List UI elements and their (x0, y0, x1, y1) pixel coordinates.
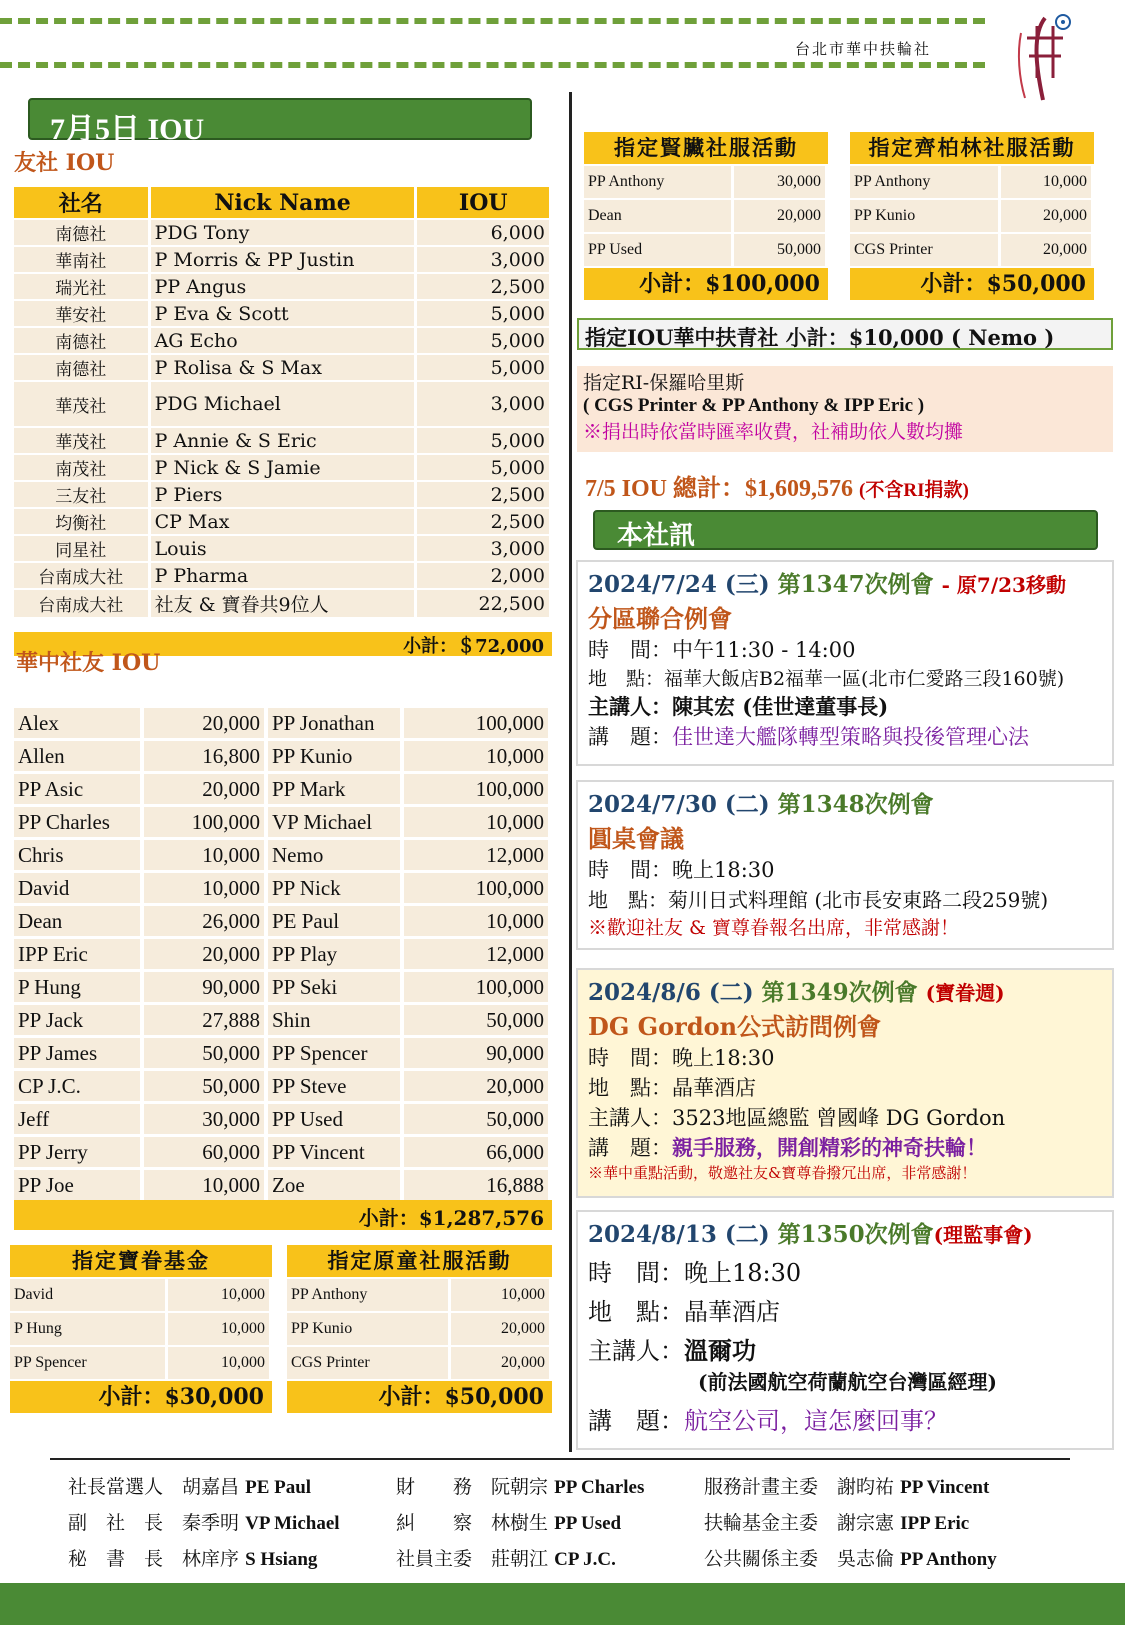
member-amount: 12,000 (404, 840, 552, 870)
list-item (584, 166, 828, 198)
mom-fund-box (10, 1245, 272, 1413)
member-name: PP Asic (14, 774, 144, 804)
table-row (14, 1137, 552, 1167)
event-note: ※歡迎社友 & 寶尊眷報名出席，非常感謝！ (588, 917, 959, 939)
table-row (14, 274, 552, 299)
member-name: PP Kunio (268, 741, 404, 771)
qibolin-box (850, 132, 1094, 300)
officer-row (68, 1472, 1098, 1508)
member-amount: 100,000 (404, 972, 552, 1002)
member-name: Alex (14, 708, 144, 738)
table-row (14, 455, 552, 480)
topic-label: 講 題： (588, 1407, 684, 1435)
list-item (287, 1279, 552, 1311)
member-name: PP Steve (268, 1071, 404, 1101)
member-amount: 50,000 (144, 1071, 268, 1101)
officer-title: 財 務 (396, 1476, 473, 1498)
club-name: 華安社 (14, 301, 151, 326)
officer-entry (704, 1544, 997, 1571)
ri-title: 指定RI-保羅哈里斯 (583, 372, 745, 394)
event-place: 地 點：福華大飯店B2福華一區(北市仁愛路三段160號) (588, 668, 1065, 690)
officers-divider (50, 1458, 1070, 1460)
list-item (10, 1347, 272, 1379)
officer-title: 社員主委 (396, 1548, 473, 1570)
iou-amount: 2,500 (417, 482, 552, 507)
col-header-iou: IOU (417, 187, 552, 218)
member-amount: 20,000 (144, 774, 268, 804)
event-time: 時 間：晚上18:30 (588, 1259, 802, 1287)
member-amount: 10,000 (404, 906, 552, 936)
header-dash-top (0, 18, 985, 24)
member-amount: 20,000 (144, 939, 268, 969)
officers-list (68, 1472, 1098, 1580)
event-header (588, 1216, 1102, 1249)
iou-amount: 5,000 (417, 355, 552, 380)
donor-name: CGS Printer (850, 234, 1001, 266)
iou-grand-total (585, 468, 969, 503)
iou-amount: 5,000 (417, 301, 552, 326)
officer-name: 林庠序 (182, 1548, 240, 1570)
club-name: 瑞光社 (14, 274, 151, 299)
mom-fund-title: 指定寶眷基金 (10, 1245, 272, 1277)
event-topic (588, 1401, 1102, 1436)
event-1349 (576, 968, 1114, 1198)
event-note: ※華中重點活動，敬邀社友&寶尊眷撥冗出席，非常感謝！ (588, 1164, 977, 1182)
iou-amount: 3,000 (417, 382, 552, 426)
event-number: 第1350次例會 (777, 1221, 934, 1248)
donor-name: CGS Printer (287, 1347, 451, 1379)
iou-amount: 3,000 (417, 536, 552, 561)
member-name: Shin (268, 1005, 404, 1035)
event-time: 時 間：晚上18:30 (588, 858, 775, 882)
officer-title: 服務計畫主委 (704, 1476, 819, 1498)
interact-club-iou: 指定IOU華中扶青社 小計：$10,000 ( Nemo ) (577, 318, 1113, 350)
donor-amount: 10,000 (168, 1279, 272, 1311)
yuantong-subtotal: 小計：$50,000 (287, 1381, 552, 1413)
table-row (14, 1104, 552, 1134)
member-name: Jeff (14, 1104, 144, 1134)
member-name: PP Seki (268, 972, 404, 1002)
event-time: 時 間：晚上18:30 (588, 1046, 775, 1070)
xianzang-title: 指定賢臟社服活動 (584, 132, 828, 164)
event-header (588, 786, 1102, 819)
nick-name: AG Echo (151, 328, 418, 353)
club-name: 台南成大社 (14, 563, 151, 588)
member-name: PE Paul (268, 906, 404, 936)
table-row (14, 873, 552, 903)
donor-name: PP Used (584, 234, 734, 266)
table-row (14, 590, 552, 617)
event-header (588, 566, 1102, 599)
member-amount: 100,000 (144, 807, 268, 837)
member-amount: 16,800 (144, 741, 268, 771)
nick-name: 社友 & 寶眷共9位人 (151, 590, 418, 617)
event-tag: (理監事會) (933, 1223, 1033, 1247)
event-subtitle: 分區聯合例會 (588, 604, 732, 633)
col-header-club: 社名 (14, 187, 151, 218)
officer-english: PP Charles (554, 1477, 645, 1498)
event-date: 2024/8/13 (二) (588, 1221, 770, 1248)
club-news-title: 本社訊 (593, 510, 1098, 550)
member-amount: 30,000 (144, 1104, 268, 1134)
officer-title: 糾 察 (396, 1512, 473, 1534)
member-iou-title: 華中社友 IOU (16, 650, 161, 676)
table-row (14, 906, 552, 936)
topic-text: 佳世達大艦隊轉型策略與投後管理心法 (672, 725, 1029, 749)
donor-amount: 50,000 (734, 234, 828, 266)
table-row (14, 972, 552, 1002)
event-tag: (寶眷週) (925, 981, 1005, 1005)
ri-note: ※捐出時依當時匯率收費，社補助依人數均攤 (583, 421, 964, 443)
event-date: 2024/7/24 (三) (588, 571, 770, 598)
donor-name: Dean (584, 200, 734, 232)
donor-amount: 10,000 (168, 1313, 272, 1345)
officer-english: PP Vincent (900, 1477, 990, 1498)
table-row (14, 428, 552, 453)
member-amount: 12,000 (404, 939, 552, 969)
member-name: PP Play (268, 939, 404, 969)
officer-entry (68, 1544, 317, 1571)
table-row (14, 741, 552, 771)
header-dash-bottom (0, 62, 985, 68)
member-name: David (14, 873, 144, 903)
officer-title: 副 社 長 (68, 1512, 164, 1534)
member-amount: 60,000 (144, 1137, 268, 1167)
member-amount: 66,000 (404, 1137, 552, 1167)
member-name: PP Jonathan (268, 708, 404, 738)
speaker-note: (前法國航空荷蘭航空台灣區經理) (698, 1370, 997, 1394)
event-topic (588, 721, 1102, 751)
member-name: PP Jack (14, 1005, 144, 1035)
mom-fund-subtotal: 小計：$30,000 (10, 1381, 272, 1413)
iou-amount: 5,000 (417, 328, 552, 353)
table-row (14, 807, 552, 837)
officer-english: PE Paul (245, 1477, 312, 1498)
table-row (14, 563, 552, 588)
friend-iou-table (14, 185, 552, 619)
xianzang-subtotal: 小計：$100,000 (584, 268, 828, 300)
member-amount: 100,000 (404, 873, 552, 903)
table-row (14, 1071, 552, 1101)
list-item (850, 234, 1094, 266)
nick-name: P Piers (151, 482, 418, 507)
nick-name: PDG Michael (151, 382, 418, 426)
member-amount: 90,000 (404, 1038, 552, 1068)
table-row (14, 1038, 552, 1068)
event-1350 (576, 1210, 1114, 1450)
nick-name: CP Max (151, 509, 418, 534)
event-topic (588, 1132, 1102, 1162)
officer-english: PP Anthony (900, 1549, 997, 1570)
table-row (14, 840, 552, 870)
club-name: 華茂社 (14, 382, 151, 426)
member-name: PP Jerry (14, 1137, 144, 1167)
iou-amount: 3,000 (417, 247, 552, 272)
event-place: 地 點：菊川日式料理館 (北市長安東路二段259號) (588, 888, 1049, 912)
topic-text: 親手服務，開創精彩的神奇扶輪！ (672, 1135, 987, 1160)
donor-amount: 20,000 (1001, 200, 1094, 232)
nick-name: Louis (151, 536, 418, 561)
col-header-nickname: Nick Name (151, 187, 418, 218)
table-row (14, 509, 552, 534)
table-row (14, 1005, 552, 1035)
grand-total-note: (不含RI捐款) (859, 480, 969, 501)
event-1348 (576, 780, 1114, 950)
org-name: 台北市華中扶輪社 (795, 40, 932, 58)
officer-english: CP J.C. (554, 1549, 616, 1570)
table-row (14, 939, 552, 969)
member-amount: 20,000 (144, 708, 268, 738)
member-name: PP Nick (268, 873, 404, 903)
page-title: 7月5日 IOU (28, 98, 532, 140)
nick-name: P Nick & S Jamie (151, 455, 418, 480)
member-name: PP Spencer (268, 1038, 404, 1068)
list-item (10, 1313, 272, 1345)
member-name: PP Vincent (268, 1137, 404, 1167)
officer-title: 扶輪基金主委 (704, 1512, 819, 1534)
table-row (14, 774, 552, 804)
event-subtitle: 圓桌會議 (588, 824, 684, 853)
event-header (588, 974, 1102, 1007)
club-name: 均衡社 (14, 509, 151, 534)
member-name: Dean (14, 906, 144, 936)
list-item (287, 1313, 552, 1345)
event-number: 第1349次例會 (761, 979, 918, 1006)
donor-name: PP Kunio (850, 200, 1001, 232)
officer-entry (704, 1472, 989, 1499)
donor-amount: 10,000 (1001, 166, 1094, 198)
donor-amount: 10,000 (451, 1279, 552, 1311)
officer-entry (68, 1508, 340, 1535)
officer-name: 胡嘉昌 (182, 1476, 240, 1498)
officer-name: 阮朝宗 (491, 1476, 549, 1498)
officer-name: 莊朝江 (491, 1548, 549, 1570)
list-item (584, 234, 828, 266)
list-item (850, 200, 1094, 232)
donor-name: David (10, 1279, 168, 1311)
member-name: PP Joe (14, 1170, 144, 1200)
officer-name: 林樹生 (491, 1512, 549, 1534)
member-amount: 10,000 (404, 807, 552, 837)
iou-amount: 5,000 (417, 455, 552, 480)
club-name: 同星社 (14, 536, 151, 561)
event-time: 時 間：中午11:30 - 14:00 (588, 638, 856, 662)
event-date: 2024/7/30 (二) (588, 791, 770, 818)
donor-name: PP Anthony (287, 1279, 451, 1311)
officer-entry (68, 1472, 311, 1499)
member-amount: 100,000 (404, 708, 552, 738)
iou-amount: 2,000 (417, 563, 552, 588)
member-amount: 20,000 (404, 1071, 552, 1101)
officer-name: 吳志倫 (837, 1548, 895, 1570)
donor-name: P Hung (10, 1313, 168, 1345)
speaker-label: 主講人： (588, 1337, 684, 1365)
donor-name: PP Anthony (850, 166, 1001, 198)
topic-label: 講 題： (588, 1136, 672, 1160)
donor-amount: 20,000 (451, 1347, 552, 1379)
donor-amount: 20,000 (1001, 234, 1094, 266)
event-speaker (588, 1331, 1102, 1366)
donor-amount: 30,000 (734, 166, 828, 198)
officer-english: VP Michael (245, 1513, 340, 1534)
officer-name: 謝昀祐 (837, 1476, 895, 1498)
event-number: 第1348次例會 (777, 791, 934, 818)
member-amount: 10,000 (144, 873, 268, 903)
club-name: 南德社 (14, 355, 151, 380)
club-name: 台南成大社 (14, 590, 151, 617)
friend-iou-title: 友社 IOU (14, 150, 115, 176)
table-row (14, 708, 552, 738)
event-tag: - 原7/23移動 (941, 573, 1066, 597)
officer-title: 社長當選人 (68, 1476, 164, 1498)
nick-name: P Morris & PP Justin (151, 247, 418, 272)
speaker-name: 溫爾功 (684, 1336, 756, 1365)
grand-total-text: 7/5 IOU 總計：$1,609,576 (585, 476, 854, 502)
nick-name: P Rolisa & S Max (151, 355, 418, 380)
member-amount: 50,000 (144, 1038, 268, 1068)
xianzang-box (584, 132, 828, 300)
donor-amount: 10,000 (168, 1347, 272, 1379)
member-amount: 10,000 (404, 741, 552, 771)
iou-amount: 22,500 (417, 590, 552, 617)
list-item (584, 200, 828, 232)
donor-name: PP Spencer (10, 1347, 168, 1379)
officer-english: S Hsiang (245, 1549, 318, 1570)
officer-title: 公共關係主委 (704, 1548, 819, 1570)
event-place: 地 點：晶華酒店 (588, 1076, 756, 1100)
officer-name: 秦季明 (182, 1512, 240, 1534)
club-logo (1015, 8, 1077, 108)
ri-donors: ( CGS Printer & PP Anthony & IPP Eric ) (583, 395, 925, 416)
table-row (14, 220, 552, 245)
event-subtitle: DG Gordon公式訪問例會 (588, 1012, 882, 1041)
member-amount: 16,888 (404, 1170, 552, 1200)
officer-row (68, 1508, 1098, 1544)
table-row (14, 247, 552, 272)
officer-entry (396, 1472, 644, 1499)
topic-text: 航空公司，這怎麼回事？ (684, 1407, 948, 1435)
member-name: CP J.C. (14, 1071, 144, 1101)
officer-entry (704, 1508, 969, 1535)
nick-name: PDG Tony (151, 220, 418, 245)
iou-amount: 2,500 (417, 274, 552, 299)
member-amount: 27,888 (144, 1005, 268, 1035)
donor-amount: 20,000 (734, 200, 828, 232)
table-row (14, 355, 552, 380)
member-name: P Hung (14, 972, 144, 1002)
event-date: 2024/8/6 (二) (588, 979, 754, 1006)
member-name: PP James (14, 1038, 144, 1068)
member-name: PP Used (268, 1104, 404, 1134)
member-amount: 26,000 (144, 906, 268, 936)
iou-amount: 6,000 (417, 220, 552, 245)
member-name: PP Mark (268, 774, 404, 804)
event-speaker: 主講人：3523地區總監 曾國峰 DG Gordon (588, 1106, 1006, 1130)
member-iou-table (14, 705, 552, 1203)
table-row (14, 536, 552, 561)
officer-name: 謝宗憲 (837, 1512, 895, 1534)
club-name: 南德社 (14, 328, 151, 353)
nick-name: P Eva & Scott (151, 301, 418, 326)
officer-entry (396, 1508, 621, 1535)
officer-title: 秘 書 長 (68, 1548, 164, 1570)
officer-row (68, 1544, 1098, 1580)
table-row (14, 328, 552, 353)
event-place: 地 點：晶華酒店 (588, 1298, 780, 1326)
event-1347 (576, 560, 1114, 766)
officer-english: PP Used (554, 1513, 622, 1534)
column-divider (569, 92, 572, 1452)
footer-bar (0, 1583, 1125, 1625)
table-row (14, 1170, 552, 1200)
donor-name: PP Kunio (287, 1313, 451, 1345)
member-name: Allen (14, 741, 144, 771)
officer-english: IPP Eric (900, 1513, 970, 1534)
member-name: Nemo (268, 840, 404, 870)
table-row (14, 382, 552, 426)
list-item (850, 166, 1094, 198)
friend-iou-subtotal: 小計：＄72,000 (14, 632, 552, 656)
donor-amount: 20,000 (451, 1313, 552, 1345)
iou-amount: 5,000 (417, 428, 552, 453)
club-name: 華茂社 (14, 428, 151, 453)
member-name: PP Charles (14, 807, 144, 837)
member-iou-subtotal: 小計：$1,287,576 (14, 1200, 552, 1230)
member-amount: 100,000 (404, 774, 552, 804)
table-row (14, 482, 552, 507)
member-amount: 10,000 (144, 840, 268, 870)
donor-name: PP Anthony (584, 166, 734, 198)
officer-entry (396, 1544, 616, 1571)
list-item (287, 1347, 552, 1379)
nick-name: P Pharma (151, 563, 418, 588)
ri-donation-box (577, 366, 1113, 452)
event-number: 第1347次例會 (777, 571, 934, 598)
club-name: 三友社 (14, 482, 151, 507)
yuantong-title: 指定原童社服活動 (287, 1245, 552, 1277)
member-name: Zoe (268, 1170, 404, 1200)
event-speaker: 主講人：陳其宏 (佳世達董事長) (588, 694, 889, 719)
table-row (14, 301, 552, 326)
iou-amount: 2,500 (417, 509, 552, 534)
nick-name: PP Angus (151, 274, 418, 299)
member-amount: 50,000 (404, 1104, 552, 1134)
nick-name: P Annie & S Eric (151, 428, 418, 453)
member-amount: 50,000 (404, 1005, 552, 1035)
topic-label: 講 題： (588, 725, 672, 749)
club-name: 南德社 (14, 220, 151, 245)
yuantong-box (287, 1245, 552, 1413)
club-name: 南茂社 (14, 455, 151, 480)
list-item (10, 1279, 272, 1311)
member-amount: 10,000 (144, 1170, 268, 1200)
qibolin-subtotal: 小計：$50,000 (850, 268, 1094, 300)
member-amount: 90,000 (144, 972, 268, 1002)
member-name: IPP Eric (14, 939, 144, 969)
qibolin-title: 指定齊柏林社服活動 (850, 132, 1094, 164)
club-name: 華南社 (14, 247, 151, 272)
member-name: Chris (14, 840, 144, 870)
member-name: VP Michael (268, 807, 404, 837)
